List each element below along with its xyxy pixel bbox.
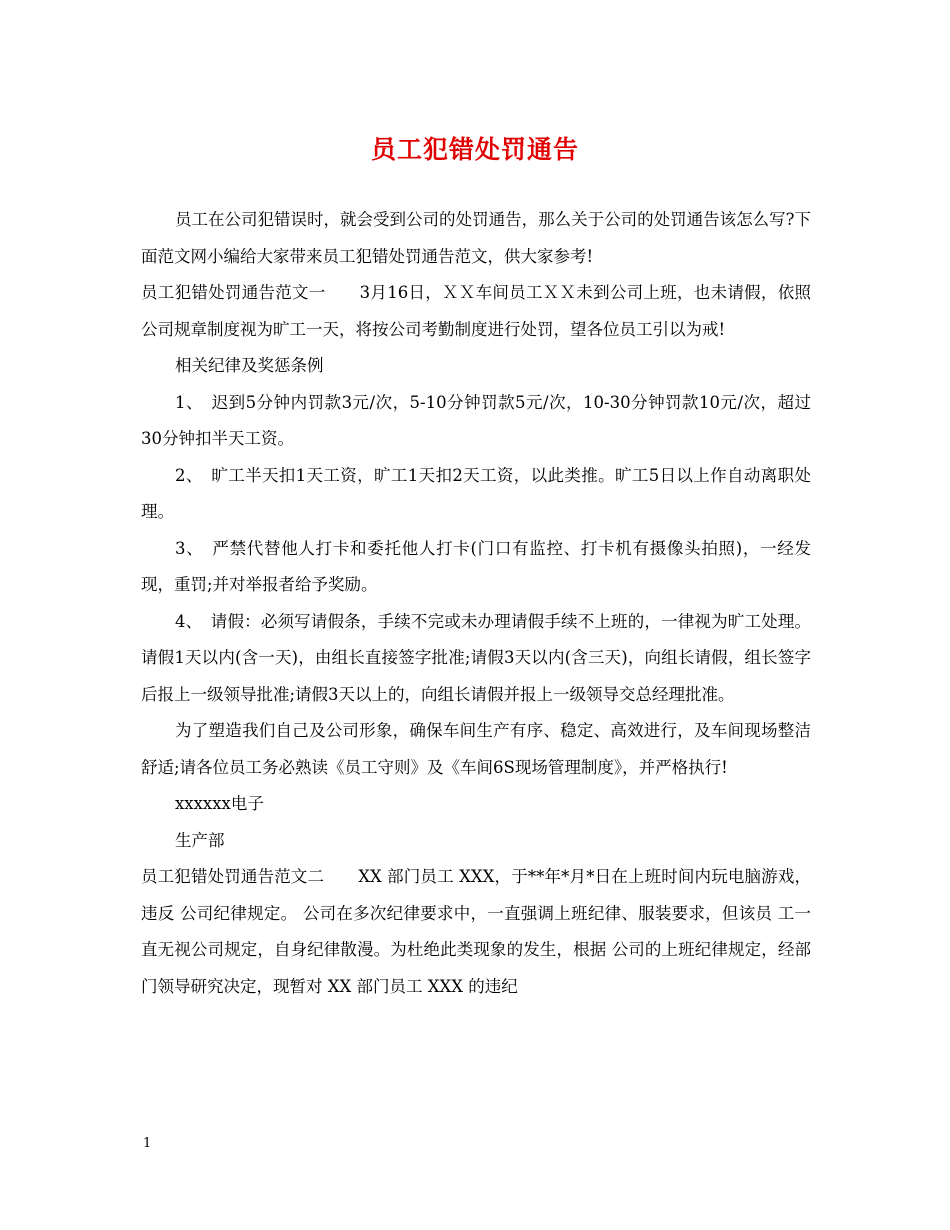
sample1-heading: 员工犯错处罚通告范文一 [141,283,326,302]
signature-department: 生产部 [175,830,225,850]
document-title: 员工犯错处罚通告 [370,135,579,164]
closing-paragraph: 为了塑造我们自己及公司形象，确保车间生产有序、稳定、高效进行，及车间现场整洁舒适;请各位员工务必熟读《员工守则》及《车间6S现场管理制度》，并严格执行! [141,721,811,777]
rule-item-1: 1、 迟到5分钟内罚款3元/次，5-10分钟罚款5元/次，10-30分钟罚款10元/次，超过30分钟扣半天工资。 [141,392,811,448]
sample1-paragraph [141,275,811,348]
rules-heading: 相关纪律及奖惩条例 [175,356,324,375]
sample1-body: 3月16日，ＸＸ车间员工ＸＸ未到公司上班，也未请假，依照公司规章制度视为旷工一天，将按公司考勤制度进行处罚，望各位员工引以为戒! [141,283,811,339]
rule-item-2: 2、 旷工半天扣1天工资，旷工1天扣2天工资，以此类推。旷工5日以上作自动离职处理。 [141,465,811,521]
rule-item-3: 3、 严禁代替他人打卡和委托他人打卡(门口有监控、打卡机有摄像头拍照)，一经发现，重罚;并对举报者给予奖励。 [141,538,811,594]
rule-item-4: 4、 请假：必须写请假条，手续不完或未办理请假手续不上班的，一律视为旷工处理。请假1天以内(含一天)，由组长直接签字批准;请假3天以内(含三天)，向组长请假，组长签字后报上一级领导批准;请假3天以上的，向组长请假并报上一级领导交总经理批准。 [141,611,811,704]
intro-paragraph: 员工在公司犯错误时，就会受到公司的处罚通告，那么关于公司的处罚通告该怎么写?下面范文网小编给大家带来员工犯错处罚通告范文，供大家参考! [141,210,811,266]
sample2-paragraph [141,859,811,1005]
signature-company: xxxxxx电子 [175,794,264,813]
sample2-heading: 员工犯错处罚通告范文二 [141,867,325,886]
page-number: 1 [143,1136,152,1151]
sample2-body: XX 部门员工 XXX，于**年*月*日在上班时间内玩电脑游戏，违反 公司纪律规定。 公司在多次纪律要求中，一直强调上班纪律、服装要求，但该员 工一直无视公司规定，自身纪律散漫。为杜绝此类现象的发生，根据 公司的上班纪律规定，经部门领导研究决定，现暂对 XX 部门员工 XXX 的违纪 [141,867,811,996]
document-body [141,202,811,1005]
